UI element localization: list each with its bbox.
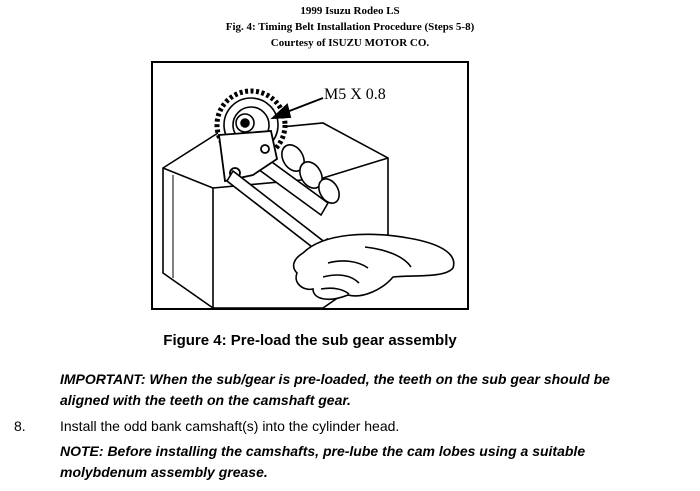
important-line-1: IMPORTANT: When the sub/gear is pre-loaded, the teeth on the sub gear should be: [60, 371, 610, 387]
bolt-size-callout: M5 X 0.8: [324, 86, 386, 103]
step-text: Install the odd bank camshaft(s) into the cylinder head.: [60, 418, 400, 434]
sub-gear-drawing: [153, 63, 469, 310]
hand-drawing: [294, 234, 454, 299]
step-number: 8.: [14, 418, 26, 434]
note-line-1: NOTE: Before installing the camshafts, pre-lube the cam lobes using a suitable: [60, 443, 586, 459]
figure-title: Fig. 4: Timing Belt Installation Procedure (Steps 5-8): [225, 21, 475, 33]
vehicle-title: 1999 Isuzu Rodeo LS: [300, 5, 400, 17]
callout-arrow: [273, 98, 323, 118]
courtesy-line: Courtesy of ISUZU MOTOR CO.: [270, 37, 430, 49]
note-line-2: molybdenum assembly grease.: [60, 464, 268, 480]
important-line-2: aligned with the teeth on the camshaft gear.: [60, 392, 351, 408]
important-note: [60, 369, 610, 411]
lube-note: [60, 441, 585, 483]
document-header: [0, 3, 700, 51]
figure-illustration: [151, 61, 469, 310]
figure-caption: Figure 4: Pre-load the sub gear assembly: [163, 332, 457, 349]
